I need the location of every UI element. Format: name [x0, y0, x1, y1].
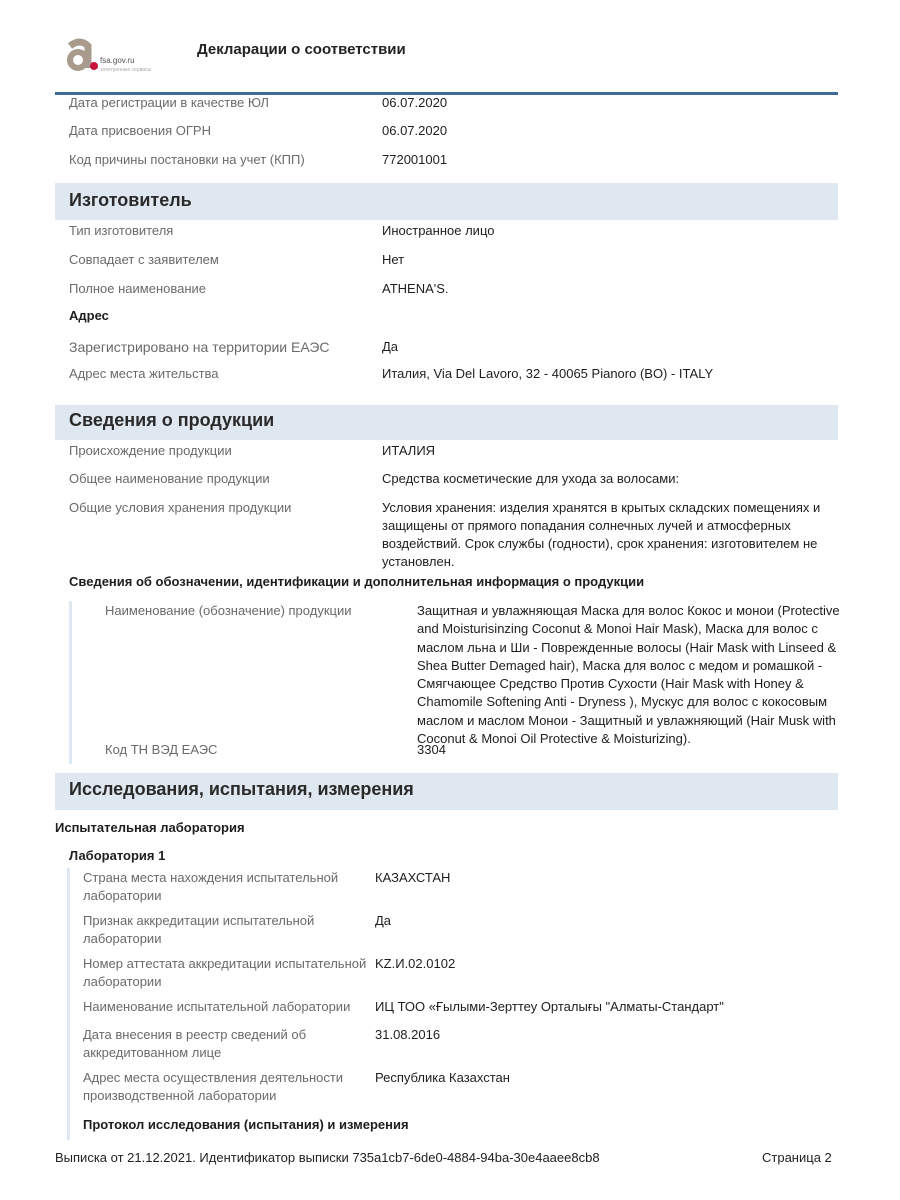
row-label: Адрес места жительства [69, 366, 219, 381]
footer-extract: Выписка от 21.12.2021. Идентификатор выписки 735a1cb7-6de0-4884-94ba-30e4aaee8cb8 [55, 1150, 600, 1165]
logo-subtext: электронные сервисы [100, 67, 152, 73]
row-label: Общее наименование продукции [69, 471, 270, 486]
row-label: Дата регистрации в качестве ЮЛ [69, 95, 269, 110]
section-title: Сведения о продукции [69, 410, 275, 430]
row-label: Происхождение продукции [69, 443, 232, 458]
row-value: 06.07.2020 [382, 123, 448, 138]
row-value: Республика Казахстан [375, 1070, 510, 1085]
logo-text: fsa.gov.ru [100, 56, 135, 65]
row-label: Дата присвоения ОГРН [69, 123, 211, 138]
section-title: Изготовитель [69, 190, 192, 210]
address-heading: Адрес [69, 308, 109, 323]
row-label: Страна места нахождения испытательной лаборатории [83, 870, 339, 903]
section-research [55, 773, 838, 810]
details-heading: Сведения об обозначении, идентификации и дополнительная информация о продукции [69, 574, 645, 589]
row-label: Код причины постановки на учет (КПП) [69, 152, 305, 167]
row-value: 772001001 [382, 152, 448, 167]
row-label: Совпадает с заявителем [69, 252, 219, 267]
row-label: Адрес места осуществления деятельности производственной лаборатории [83, 1070, 344, 1103]
row-label: Тип изготовителя [69, 223, 174, 238]
row-label: Наименование испытательной лаборатории [83, 999, 351, 1014]
row-value: Условия хранения: изделия хранятся в крытых складских помещениях и защищены от прямого попадания солнечных лучей и атмосферных воздействий. Срок службы (годности), срок хранения: изготовителем не установлен. [382, 500, 821, 569]
row-label: Полное наименование [69, 281, 207, 296]
section-title: Исследования, испытания, измерения [69, 779, 414, 799]
details-border [69, 601, 72, 764]
page-number: Страница 2 [762, 1150, 832, 1165]
row-value: Защитная и увлажняющая Маска для волос Кокос и монои (Protective and Moisturisinzing Coconut & Monoi Hair Mask), Маска для волос с маслом льна и Ши - Поврежденные волосы (Hair Mask with Linseed & Shea Butter Demaged hair), Маска для волос с медом и ромашкой - Смягчающее Средство Против Сухости (Hair Mask with Honey & Chamomile Softening Anti - Dryness ), Мускус для волос с кокосовым маслом и маслом Монои - Защитный и увлажняющий (Hair Musk with Coconut & Monoi Oil Protective & Moisturizing). [417, 603, 840, 747]
row-label: Номер аттестата аккредитации испытательной лаборатории [83, 956, 367, 989]
row-label: Дата внесения в реестр сведений об аккредитованном лице [83, 1027, 307, 1060]
row-label: Признак аккредитации испытательной лаборатории [83, 913, 315, 946]
section-manufacturer [55, 183, 838, 220]
row-value: Средства косметические для ухода за волосами: [382, 471, 680, 486]
page-title: Декларации о соответствии [197, 41, 406, 58]
row-label: Код ТН ВЭД ЕАЭС [105, 742, 218, 757]
row-value: Нет [382, 252, 405, 267]
row-label: Общие условия хранения продукции [69, 500, 292, 515]
row-label: Наименование (обозначение) продукции [105, 603, 352, 618]
row-value: Да [382, 339, 399, 354]
row-value: ИТАЛИЯ [382, 443, 436, 458]
fsa-logo [62, 38, 172, 78]
section-product [55, 405, 838, 440]
row-value: Да [375, 913, 392, 928]
lab-border [67, 868, 70, 1140]
row-label: Зарегистрировано на территории ЕАЭС [69, 339, 330, 355]
row-value: КАЗАХСТАН [375, 870, 451, 885]
row-value: Иностранное лицо [382, 223, 495, 238]
protocol-heading: Протокол исследования (испытания) и измерения [83, 1117, 409, 1132]
row-value: 31.08.2016 [375, 1027, 441, 1042]
row-value: 3304 [417, 742, 446, 757]
row-value: 06.07.2020 [382, 95, 448, 110]
lab-heading: Испытательная лаборатория [55, 820, 245, 835]
row-value: ATHENA'S. [382, 281, 449, 296]
row-value: Италия, Via Del Lavoro, 32 - 40065 Pianoro (BO) - ITALY [382, 366, 714, 381]
fsa-logo-icon [62, 38, 98, 72]
row-value: KZ.И.02.0102 [375, 956, 456, 971]
row-value: ИЦ ТОО «Ғылыми-Зерттеу Орталығы "Алматы-Стандарт" [375, 999, 724, 1014]
lab-name: Лаборатория 1 [69, 848, 166, 863]
